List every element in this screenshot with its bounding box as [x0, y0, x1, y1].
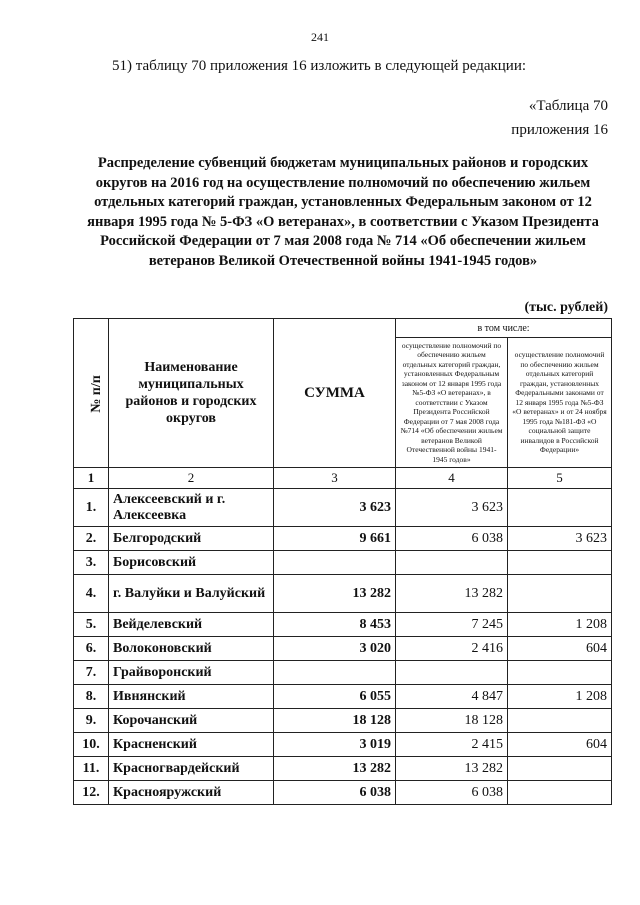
header-number — [74, 319, 109, 468]
district-name: Корочанский — [109, 709, 274, 733]
district-name: г. Валуйки и Валуйский — [109, 575, 274, 613]
district-name: Красненский — [109, 733, 274, 757]
col5-value: 604 — [508, 637, 612, 661]
col4-value: 6 038 — [396, 527, 508, 551]
row-number: 1. — [74, 489, 109, 527]
sum-value: 18 128 — [274, 709, 396, 733]
col5-value: 1 208 — [508, 613, 612, 637]
intro-text: 51) таблицу 70 приложения 16 изложить в следующей редакции: — [112, 58, 527, 74]
header-sum: СУММА — [274, 319, 396, 468]
col4-value — [396, 551, 508, 575]
table-row — [74, 527, 612, 551]
col4-value: 13 282 — [396, 575, 508, 613]
sum-value: 3 623 — [274, 489, 396, 527]
sum-value — [274, 661, 396, 685]
sum-value: 6 055 — [274, 685, 396, 709]
col5-value: 604 — [508, 733, 612, 757]
row-number: 10. — [74, 733, 109, 757]
col5-value — [508, 757, 612, 781]
table-row — [74, 757, 612, 781]
table-row — [74, 661, 612, 685]
column-number: 2 — [109, 468, 274, 489]
district-name: Борисовский — [109, 551, 274, 575]
col5-value: 1 208 — [508, 685, 612, 709]
sum-value: 8 453 — [274, 613, 396, 637]
col4-value: 4 847 — [396, 685, 508, 709]
district-name: Вейделевский — [109, 613, 274, 637]
table-row — [74, 709, 612, 733]
col5-value — [508, 781, 612, 805]
col4-value — [396, 661, 508, 685]
col5-value — [508, 661, 612, 685]
table-reference-line2: приложения 16 — [511, 122, 608, 138]
district-name: Краснояружский — [109, 781, 274, 805]
header-col5: осуществление полномочий по обеспечению жильем отдельных категорий граждан, установленных Федеральными законами от 12 января 1995 года №5-ФЗ «О ветеранах» и от 24 ноября 1995 года №181-ФЗ «О социальной защите инвалидов в Российской Федерации» — [508, 338, 612, 468]
table-row — [74, 551, 612, 575]
subvention-table — [73, 318, 612, 805]
row-number: 9. — [74, 709, 109, 733]
col5-value — [508, 551, 612, 575]
col4-value: 18 128 — [396, 709, 508, 733]
col4-value: 2 416 — [396, 637, 508, 661]
sum-value: 3 019 — [274, 733, 396, 757]
header-number-label: № п/п — [88, 375, 104, 413]
col4-value: 6 038 — [396, 781, 508, 805]
header-col4: осуществление полномочий по обеспечению жильем отдельных категорий граждан, установленных Федеральным законом от 12 января 1995 года №5-ФЗ «О ветеранах», в соответствии с Указом Президента Российской Федерации от 7 мая 2008 года №714 «Об обеспечении жильем ветеранов Великой Отечественной войны 1941-1945 годов» — [396, 338, 508, 468]
units-label: (тыс. рублей) — [524, 300, 608, 315]
col4-value: 7 245 — [396, 613, 508, 637]
sum-value: 9 661 — [274, 527, 396, 551]
row-number: 11. — [74, 757, 109, 781]
sum-value: 3 020 — [274, 637, 396, 661]
district-name: Красногвардейский — [109, 757, 274, 781]
sum-value — [274, 551, 396, 575]
col5-value — [508, 709, 612, 733]
row-number: 6. — [74, 637, 109, 661]
row-number: 5. — [74, 613, 109, 637]
district-name: Грайворонский — [109, 661, 274, 685]
column-number: 3 — [274, 468, 396, 489]
table-reference-line1: «Таблица 70 — [528, 98, 608, 114]
row-number: 8. — [74, 685, 109, 709]
header-name: Наименование муниципальных районов и городских округов — [109, 319, 274, 468]
sum-value: 6 038 — [274, 781, 396, 805]
col5-value: 3 623 — [508, 527, 612, 551]
col4-value: 13 282 — [396, 757, 508, 781]
district-name: Алексеевский и г. Алексеевка — [109, 489, 274, 527]
column-number: 5 — [508, 468, 612, 489]
column-number: 4 — [396, 468, 508, 489]
table-row — [74, 489, 612, 527]
district-name: Ивнянский — [109, 685, 274, 709]
sum-value: 13 282 — [274, 575, 396, 613]
row-number: 2. — [74, 527, 109, 551]
column-number: 1 — [74, 468, 109, 489]
col5-value — [508, 575, 612, 613]
row-number: 7. — [74, 661, 109, 685]
table-row — [74, 637, 612, 661]
table-row — [74, 781, 612, 805]
table-row — [74, 733, 612, 757]
col4-value: 2 415 — [396, 733, 508, 757]
table-row — [74, 575, 612, 613]
document-title: Распределение субвенций бюджетам муниципальных районов и городских округов на 2016 год на осуществление полномочий по обеспечению жильем отдельных категорий граждан, установленных Федеральным законом от 12 января 1995 года № 5-ФЗ «О ветеранах», в соответствии с Указом Президента Российской Федерации от 7 мая 2008 года № 714 «Об обеспечении жильем ветеранов Великой Отечественной войны 1941-1945 годов» — [87, 155, 599, 269]
row-number: 4. — [74, 575, 109, 613]
table-row — [74, 685, 612, 709]
page-number: 241 — [311, 30, 329, 44]
table-row — [74, 613, 612, 637]
col4-value: 3 623 — [396, 489, 508, 527]
district-name: Волоконовский — [109, 637, 274, 661]
row-number: 12. — [74, 781, 109, 805]
col5-value — [508, 489, 612, 527]
row-number: 3. — [74, 551, 109, 575]
district-name: Белгородский — [109, 527, 274, 551]
table-reference — [511, 94, 608, 142]
header-including: в том числе: — [396, 319, 612, 338]
sum-value: 13 282 — [274, 757, 396, 781]
